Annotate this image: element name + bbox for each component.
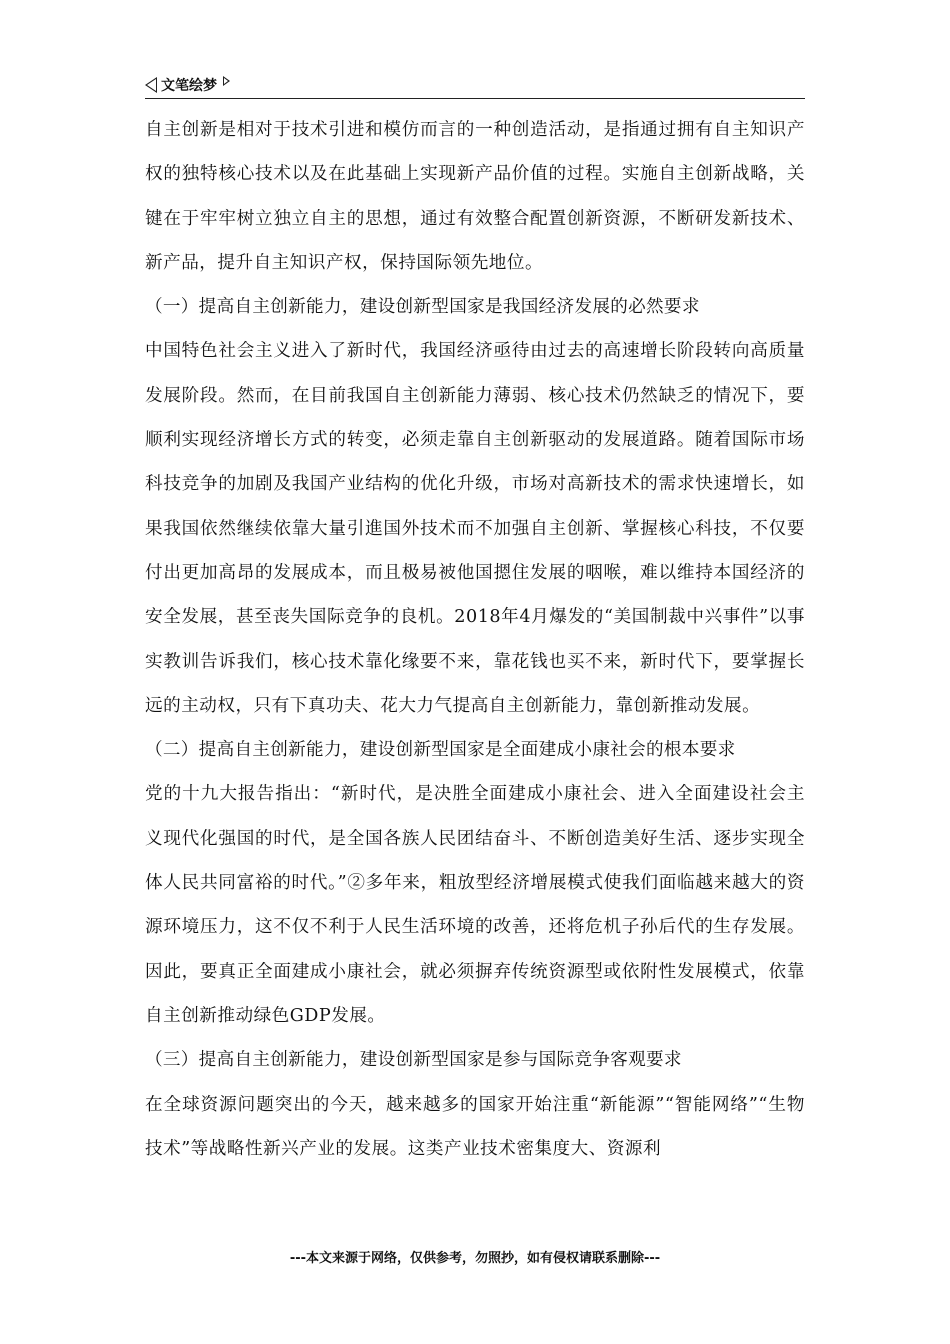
triangle-right-icon [223,76,230,86]
paragraph-section-1: 中国特色社会主义进入了新时代，我国经济亟待由过去的高速增长阶段转向高质量发展阶段。然而，在目前我国自主创新能力薄弱、核心技术仍然缺乏的情况下，要顺利实现经济增长方式的转变，必须走靠自主创新驱动的发展道路。随着国际市场科技竞争的加剧及我国产业结构的优化升级，市场对高新技术的需求快速增长，如果我国依然继续依靠大量引進国外技术而不加强自主创新、掌握核心科技，不仅要付出更加高昂的发展成本，而且极易被他国摁住发展的咽喉，难以维持本国经济的安全发展，甚至丧失国际竞争的良机。2018年4月爆发的“美国制裁中兴事件”以事实教训告诉我们，核心技术靠化缘要不来，靠花钱也买不来，新时代下，要掌握长远的主动权，只有下真功夫、花大力气提高自主创新能力，靠创新推动发展。 [145,341,805,716]
paragraph-section-2: 党的十九大报告指出：“新时代，是决胜全面建成小康社会、进入全面建设社会主义现代化强国的时代，是全国各族人民团结奋斗、不断创造美好生活、逐步实现全体人民共同富裕的时代。”②多年来，粗放型经济增展模式使我们面临越来越大的资源环境压力，这不仅不利于人民生活环境的改善，还将危机子孙后代的生存发展。因此，要真正全面建成小康社会，就必须摒弃传统资源型或依附性发展模式，依靠自主创新推动绿色GDP发展。 [145,784,805,1026]
section-heading-1: （一）提高自主创新能力，建设创新型国家是我国经济发展的必然要求 [145,297,700,318]
header-title: 文笔绘梦 [161,78,217,94]
footer-notice: ---本文来源于网络，仅供参考，勿照抄，如有侵权请联系删除--- [289,1251,661,1266]
paragraph-section-3: 在全球资源问题突出的今天，越来越多的国家开始注重“新能源”“智能网络”“生物技术”等战略性新兴产业的发展。这类产业技术密集度大、资源利 [145,1094,805,1159]
section-heading-3: （三）提高自主创新能力，建设创新型国家是参与国际竞争客观要求 [145,1050,682,1071]
document-body [145,108,805,1171]
triangle-left-icon [145,77,157,93]
paragraph-intro: 自主创新是相对于技术引进和模仿而言的一种创造活动，是指通过拥有自主知识产权的独特核心技术以及在此基础上实现新产品价值的过程。实施自主创新战略，关键在于牢牢树立独立自主的思想，通过有效整合配置创新资源，不断研发新技术、新产品，提升自主知识产权，保持国际领先地位。 [145,120,805,273]
section-heading-2: （二）提高自主创新能力，建设创新型国家是全面建成小康社会的根本要求 [145,740,736,761]
page-header [145,72,805,99]
